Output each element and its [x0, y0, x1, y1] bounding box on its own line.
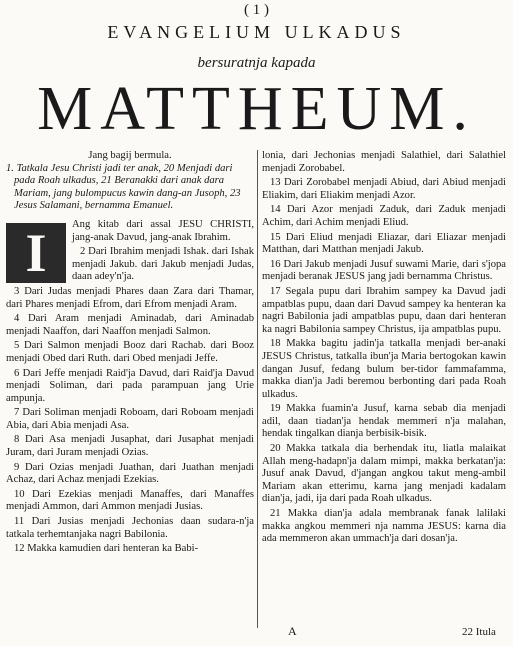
verse-10: 10 Dari Ezekias menjadi Manaffes, dari Manaffes menjadi Ammon, dari Ammon menjadi Jusias. — [6, 488, 254, 513]
verse-12: 12 Makka kamudien dari henteran ka Babi- — [14, 543, 199, 555]
title-line-2: bersuratnja kapada — [197, 55, 316, 71]
verse-6: 6 Dari Jeffe menjadi Raid'ja Davud, dari Raid'ja Davud menjadi Soliman, dari pada parampuan jang Urie ampunja. — [6, 367, 254, 404]
right-column — [262, 150, 506, 548]
verse-5: 5 Dari Salmon menjadi Booz dari Rachab. dari Booz menjadi Obed dari Ruth. dari Obed menjadi Jeffe. — [6, 340, 254, 364]
verse-4: 4 Dari Aram menjadi Aminadab, dari Aminadab menjadi Naaffon, dari Naaffon menjadi Salmon. — [6, 313, 254, 337]
verse-19: 19 Makka fuamin'a Jusuf, karna sebab dia menjadi adil, daan tiadan'ja hendak memmeri n'ja malahan, hendak tingalkan dianja berbisik-bisik. — [262, 403, 506, 440]
verse-18: 18 Makka bagitu jadin'ja tatkalla menjadi ber-anaki JESUS Christus, tatkalla ibun'ja Maria bertogokan kawin dangan Jusuf, fedang bulum ber-tidor fammafamma, makka dian'ja Jadi beremou berbonting dari pada Roah ulkadus. — [262, 338, 506, 400]
catchword: 22 Itula — [462, 626, 496, 638]
verse-14: 14 Dari Azor menjadi Zaduk, dari Zaduk menjadi Achim, dari Achim menjadi Eliud. — [262, 204, 506, 228]
verse-2: 2 Dari Ibrahim menjadi Ishak. dari Ishak menjadi Jakub. dari Jakub menjadi Judas, daan adey'n'ja. — [72, 246, 254, 283]
verse-20: 20 Makka tatkala dia berhendak itu, liatla malaikat Allah meng-hadapn'ja dalam mimpi, makka berkatan'ja: Jusuf anak Davud, d'jangan angkou takut meng-ambil Mariam akan etterimu, karna jang menjadi kadalam dian'ja, jadi, ija dari pada Roah ulkadus. — [262, 443, 506, 505]
title-matthew: MATTHEUM. — [37, 75, 476, 143]
chapter-heading: Jang bagij bermula. — [88, 150, 172, 161]
verse-16: 16 Dari Jakub menjadi Jusuf suwami Marie, dari s'jopa menjadi beranak JESUS jang jadi bernamma Christus. — [262, 258, 506, 283]
verse-12-cont: lonia, dari Jechonias menjadi Salathiel, dari Salathiel menjadi Zorobabel. — [262, 150, 506, 174]
chapter-summary: 1. Tatkala Jesu Christi jadi ter anak, 20 Menjadi dari pada Roah ulkadus, 21 Beranakki dari anak dara Mariam, jang bulompucus kawin dang-an Jusoph, 23 Jesus Salamani, bernamma Emanuel. — [6, 162, 241, 212]
drop-cap: I — [6, 223, 66, 283]
verse-17: 17 Segala pupu dari Ibrahim sampey ka Davud jadi ampatblas pupu, daan dari Davud sampey ka henteran ka nagri Babilonia jadi ampatblas pupu, daan dari henteran ka nagri Babilonia sampey Christus, ija ampatblas pupu. — [262, 285, 506, 335]
title-line-1: EVANGELIUM ULKADUS — [107, 22, 406, 42]
verse-9: 9 Dari Ozias menjadi Juathan, dari Juathan menjadi Achaz, dari Achaz menjadi Ezekias. — [6, 461, 254, 486]
page-number: ( 1 ) — [244, 2, 269, 18]
verse-8: 8 Dari Asa menjadi Jusaphat, dari Jusaphat menjadi Juram, dari Juram menjadi Ozias. — [6, 434, 254, 459]
verse-7: 7 Dari Soliman menjadi Roboam, dari Roboam menjadi Abia, dari Abia menjadi Asa. — [6, 407, 254, 431]
column-divider — [257, 150, 258, 628]
first-verse-block — [6, 219, 254, 286]
verse-21: 21 Makka dian'ja adala membranak fanak lalilaki makka angkou memmeri nja namma JESUS: karna dia ada memmeron akan ummach'ja dari dosan'ja. — [262, 508, 506, 545]
signature-mark: A — [288, 624, 297, 638]
verse-15: 15 Dari Eliud menjadi Eliazar, dari Eliazar menjadi Matthan, dari Matthan menjadi Jakub. — [262, 231, 506, 256]
left-column — [6, 150, 254, 558]
verse-1: Ang kitab dari assal JESU CHRISTI, jang-anak Davud, jang-anak Ibrahim. — [72, 218, 254, 243]
verse-13: 13 Dari Zorobabel menjadi Abiud, dari Abiud menjadi Eliakim, dari Eliakim menjadi Azor. — [262, 177, 506, 201]
verse-11: 11 Dari Jusias menjadi Jechonias daan sudara-n'ja tatkala terhemtanjaka nagri Babilonia. — [6, 516, 254, 540]
verse-3: 3 Dari Judas menjadi Phares daan Zara dari Thamar, dari Phares menjadi Efrom, dari Efrom menjadi Aram. — [6, 285, 254, 310]
